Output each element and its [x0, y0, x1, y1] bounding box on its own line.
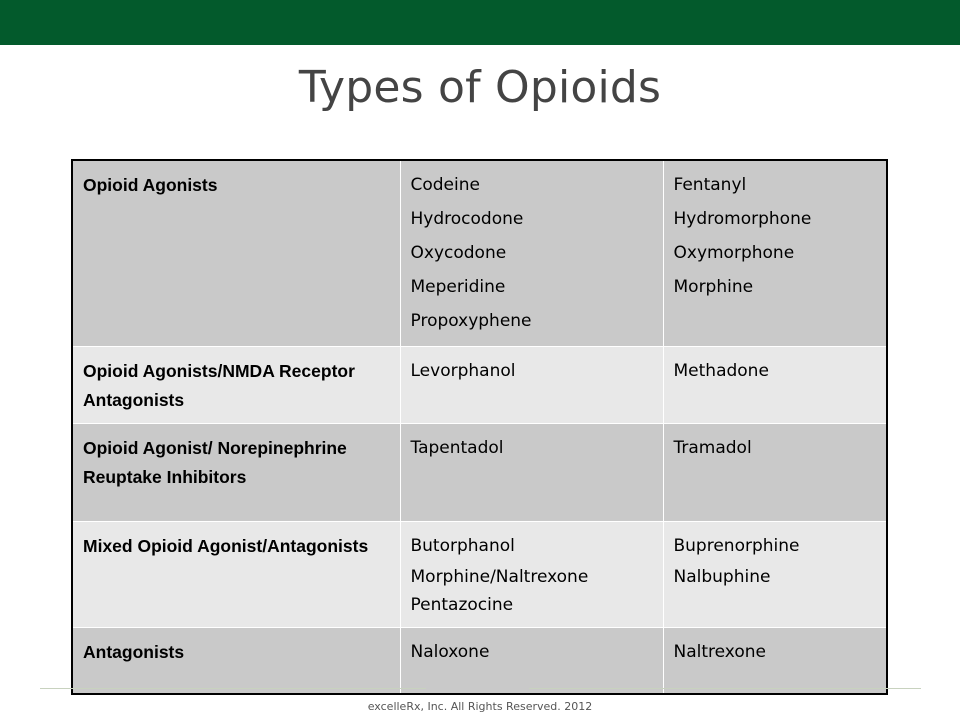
drug-cell — [663, 160, 887, 347]
footer-divider-right — [529, 688, 921, 689]
category-cell: Opioid Agonists/NMDA Receptor Antagonists — [72, 347, 400, 424]
drug-cell — [400, 522, 663, 628]
drug-name: Morphine/Naltrexone — [410, 567, 589, 587]
drug-name: Hydromorphone — [673, 209, 812, 229]
drug-name: Meperidine — [410, 277, 506, 297]
drug-cell — [663, 424, 887, 522]
drug-name: Pentazocine — [410, 595, 514, 615]
drug-name: Hydrocodone — [410, 209, 524, 229]
drug-name: Buprenorphine — [673, 536, 800, 556]
table-row — [72, 628, 887, 694]
footer-divider-left — [40, 688, 426, 689]
header-bar — [0, 0, 960, 45]
drug-cell — [663, 628, 887, 694]
table-row — [72, 424, 887, 522]
drug-cell — [400, 628, 663, 694]
category-cell: Opioid Agonists — [72, 160, 400, 347]
opioid-types-table — [71, 159, 888, 695]
category-cell: Antagonists — [72, 628, 400, 694]
table-row — [72, 347, 887, 424]
drug-name: Fentanyl — [673, 175, 747, 195]
drug-cell — [663, 347, 887, 424]
drug-name: Methadone — [673, 361, 769, 381]
drug-name: Nalbuphine — [673, 567, 771, 587]
category-cell: Opioid Agonist/ Norepinephrine Reuptake Inhibitors — [72, 424, 400, 522]
drug-cell — [663, 522, 887, 628]
drug-name: Tramadol — [673, 438, 752, 458]
table-row — [72, 522, 887, 628]
footer-copyright: excelleRx, Inc. All Rights Reserved. 2012 — [367, 700, 593, 713]
slide-title: Types of Opioids — [298, 62, 662, 113]
drug-name: Naloxone — [410, 642, 490, 662]
drug-name: Propoxyphene — [410, 311, 532, 331]
drug-name: Oxymorphone — [673, 243, 795, 263]
drug-name: Butorphanol — [410, 536, 515, 556]
drug-name: Morphine — [673, 277, 754, 297]
drug-name: Codeine — [410, 175, 480, 195]
drug-name: Tapentadol — [410, 438, 504, 458]
drug-name: Oxycodone — [410, 243, 507, 263]
table-row — [72, 160, 887, 347]
drug-cell — [400, 424, 663, 522]
drug-name: Levorphanol — [410, 361, 516, 381]
drug-cell — [400, 347, 663, 424]
category-cell: Mixed Opioid Agonist/Antagonists — [72, 522, 400, 628]
drug-cell — [400, 160, 663, 347]
drug-name: Naltrexone — [673, 642, 766, 662]
